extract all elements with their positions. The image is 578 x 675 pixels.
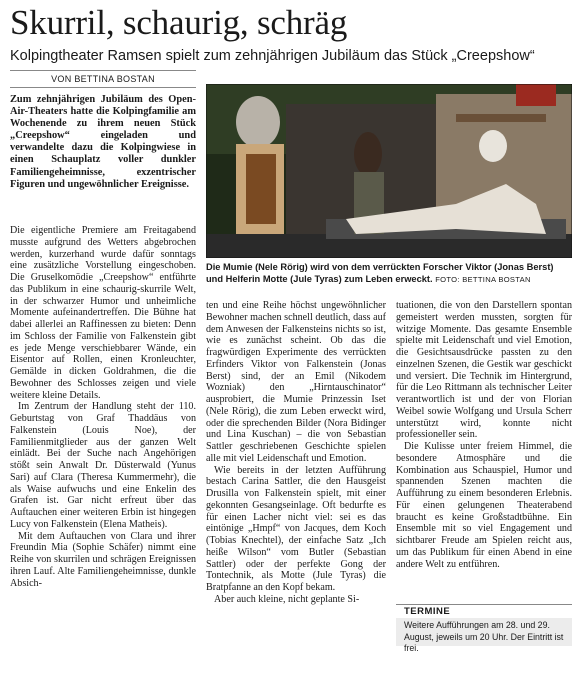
body-paragraph: Aber auch kleine, nicht geplante Si- (214, 593, 360, 605)
body-paragraph: Wie bereits in der letzten Aufführung bestach Carina Sattler, die den Hausgeist Drusilla von Falkenstein spielt, mit einer gekonnten Gesangseinlage. Oft bedurfte es für einen Lacher nicht viel: sei es das eintönige „Hmpf“ von Jacques, dem Koch (Tobias Knechtel), der einfache Satz „Ich heiße Wilson“ vom Butler (Sebastian Sattler) oder der perfekte Gong der Tontechnik, als Motte (Jule Tyras) die Bratpfanne an den Kopf bekam. (206, 464, 386, 593)
stage-scene-image (206, 84, 572, 258)
subheadline: Kolpingtheater Ramsen spielt zum zehnjährigen Jubiläum das Stück „Creepshow“ (10, 48, 535, 64)
body-paragraph: ten und eine Reihe höchst ungewöhnlicher Bewohner machen schnell deutlich, dass auf dem Anwesen der Falkensteins nichts so ist, wie es zunächst scheint. Ob das die fragwürdigen Experimente des verrückten Erfinders Viktor von Falkenstein (Jonas Berst) sind, der an Emil (Nikodem Wozniak) den „Hirntauschinator“ ausprobiert, die Mumie Prinzessin Iset (Nele Rörig), die zum Leben erweckt wird, oder die sprechenden Bilder (Nora Bidinger und Lina Kuschan) – die von Sebastian Sattler geschriebenen Geschichte spielen alle mit viel Leidenschaft und Emotion. (206, 300, 386, 464)
lead-paragraph: Zum zehnjährigen Jubiläum des Open-Air-Theaters hatte die Kolpingfamilie am Wochenende zu ihrem neuen Stück „Creepshow“ eingeladen und verwandelte dazu die Kolpingwiese in einen Schauplatz voller dunkler Familiengeheimnisse, exzentrischer Figuren und ungewöhnlicher Ereignisse. (10, 94, 196, 190)
termine-divider (396, 604, 572, 605)
headline: Skurril, schaurig, schräg (10, 3, 348, 42)
body-paragraph: Die eigentliche Premiere am Freitagabend musste aufgrund des Wetters abgebrochen werden, kurzerhand wurde dafür sonntags eine zusätzliche Vorstellung eingeschoben. Die Gruselkomödie „Creepshow“ entführte das Publikum in eine schaurig-skurrile Welt, in der schwarzer Humor und unheimliche Momente aufeinandertreffen. Die Bühne hat dabei allerlei an Raffinessen zu bieten: Denn im Schloss der Familie von Falkenstein gibt es jede Menge verschiebbarer Wände, ein Eisentor auf Rollen, einen Kronleuchter, Gemälde in dicken Goldrahmen, die die Bewohner des Schlosses zeigen und viele weitere kleine Details. (10, 225, 196, 401)
body-paragraph: Mit dem Auftauchen von Clara und ihrer Freundin Mia (Sophie Schäfer) nimmt eine Reihe von skurrilen und schrägen Ereignissen ihren Lauf. Alte Familiengeheimnisse, dunkle Absich- (10, 530, 196, 589)
body-column-1 (10, 225, 196, 589)
article-photo (206, 84, 572, 258)
photo-credit: FOTO: BETTINA BOSTAN (435, 274, 531, 284)
body-column-3 (396, 300, 572, 570)
body-paragraph: tuationen, die von den Darstellern spontan gemeistert werden mussten, sorgten für witzige Momente. Das gesamte Ensemble spielte mit Leidenschaft und viel Emotion, die Gesichtsausdrücke passten zu den einzelnen Szenen, die Gestik war geschickt und versiert. Die Technik im Hintergrund, für die Leo Rittmann als technischer Leiter verantwortlich ist und der von Florian Weibel sowie Wolfgang und Ursula Scherr unterstützt wird, konnte nicht professioneller sein. (396, 300, 572, 441)
body-paragraph: Die Kulisse unter freiem Himmel, die besondere Atmosphäre und die Kombination aus Schauspiel, Humor und spannenden Szenen machten die Aufführung zu einem besonderen Erlebnis. Für einen gelungenen Theaterabend braucht es keine Großstadtbühne. Ein Ensemble mit so viel Engagement und sichtbarer Freude am Spielen reicht aus, um das Publikum für einen Abend in eine andere Welt zu entführen. (396, 441, 572, 570)
termine-heading: TERMINE (404, 606, 451, 617)
byline: VON BETTINA BOSTAN (10, 70, 196, 88)
termine-box: Weitere Aufführungen am 28. und 29. August, jeweils um 20 Uhr. Der Eintritt ist frei. (396, 618, 572, 646)
photo-caption (206, 262, 572, 285)
body-column-2 (206, 300, 386, 606)
caption-text: Die Mumie (Nele Rörig) wird von dem verrückten Forscher Viktor (Jonas Berst) und Helferin Motte (Jule Tyras) zum Leben erweckt. (206, 262, 554, 284)
body-paragraph: Im Zentrum der Handlung steht der 110. Geburtstag von Graf Thaddäus von Falkenstein (Louis Noe), der Familienmitglieder aus der ganzen Welt einlädt. Bei der Suche nach Angehörigen stößt sein Anwalt Dr. Düsterwald (Yunus Sari) auf Clara (Theresa Kummermehr), die als Waise aufwuchs und eine Enkelin des Grafen ist. Gar nicht erfreut über das Auftauchen einer weiteren Erbin ist hingegen Lucy von Falkenstein (Elena Matheis). (10, 401, 196, 530)
